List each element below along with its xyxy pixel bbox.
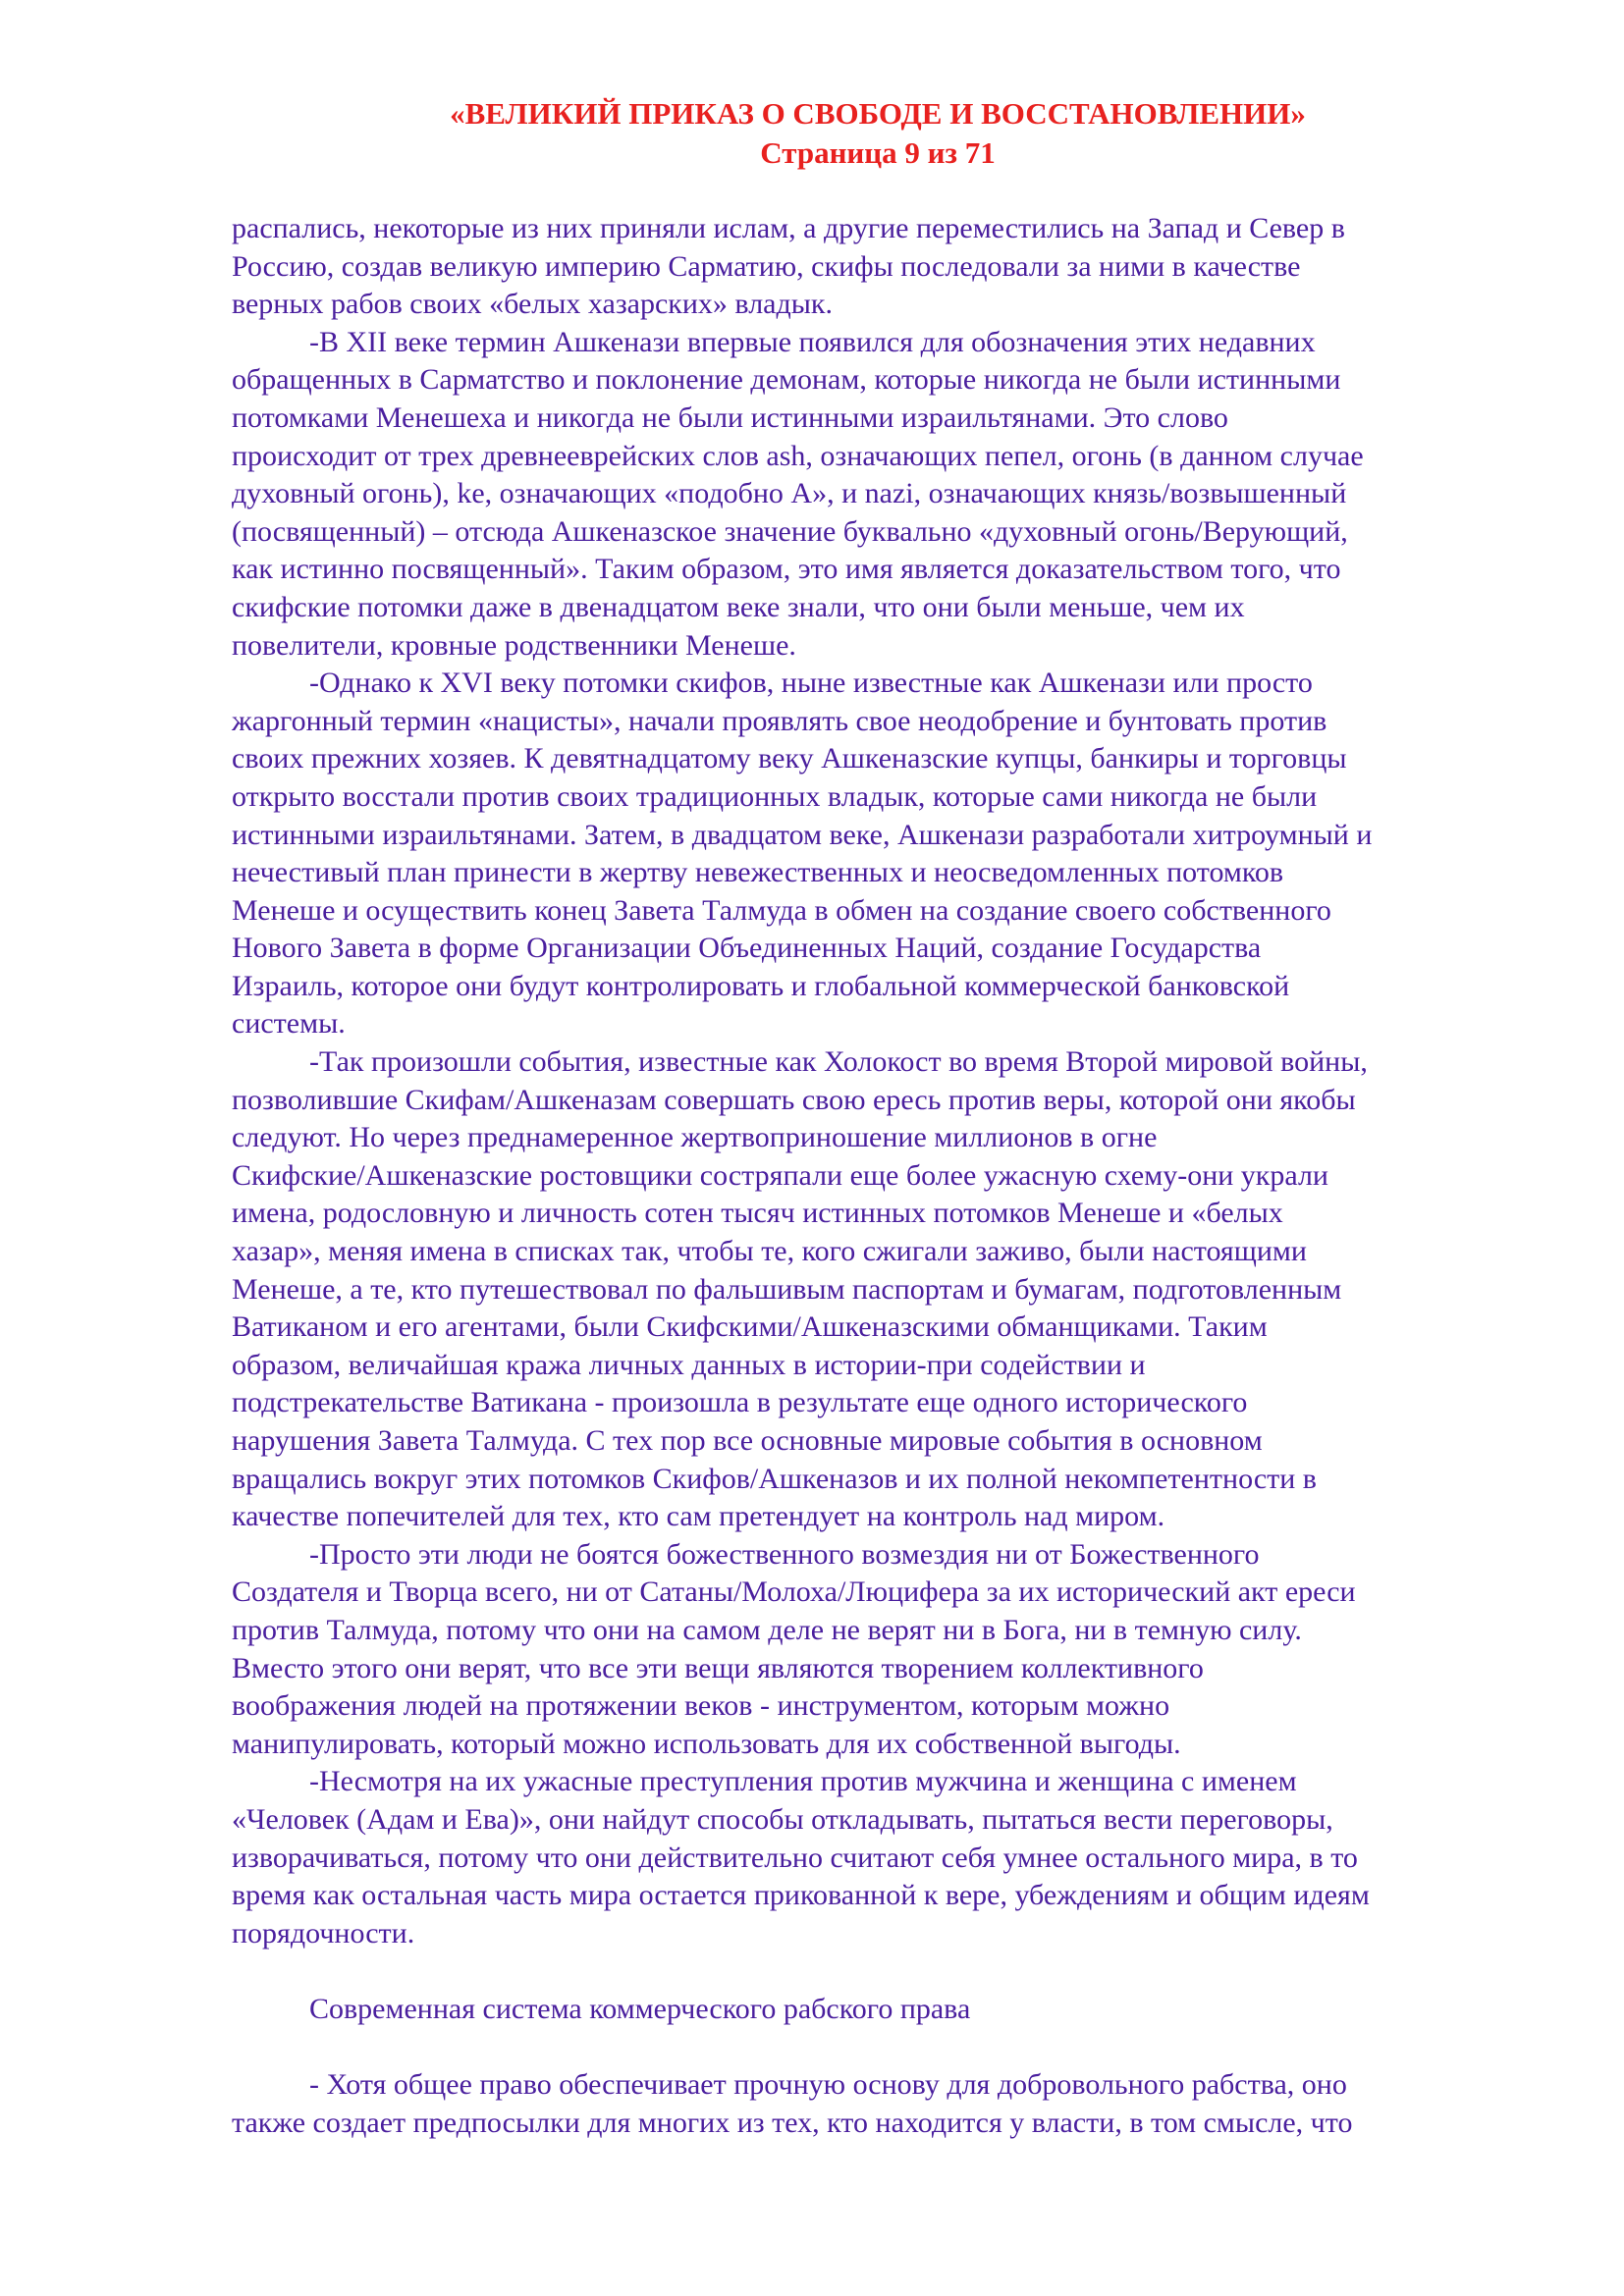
- text-line: манипулировать, который можно использовать для их собственной выгоды.: [232, 1727, 1181, 1760]
- document-title: «ВЕЛИКИЙ ПРИКАЗ О СВОБОДЕ И ВОССТАНОВЛЕНИИ»: [450, 96, 1306, 131]
- text-line: Современная система коммерческого рабского права: [309, 1992, 971, 2025]
- text-line: образом, величайшая кража личных данных в истории-при содействии и: [232, 1348, 1146, 1381]
- text-line: истинными израильтянами. Затем, в двадцатом веке, Ашкенази разработали хитроумный и: [232, 818, 1373, 851]
- text-line: подстрекательстве Ватикана - произошла в результате еще одного исторического: [232, 1386, 1248, 1419]
- text-line: имена, родословную и личность сотен тысяч истинных потомков Менеше и «белых: [232, 1197, 1283, 1230]
- text-line: духовный огонь), ke, означающих «подобно А», и nazi, означающих князь/возвышенный: [232, 477, 1347, 510]
- text-line: изворачиваться, потому что они действительно считают себя умнее остального мира, в то: [232, 1841, 1358, 1874]
- text-line: распались, некоторые из них приняли ислам, а другие переместились на Запад и Север в: [232, 212, 1345, 244]
- blank-line: [232, 2029, 1536, 2067]
- text-line: скифские потомки даже в двенадцатом веке знали, что они были меньше, чем их: [232, 590, 1245, 623]
- text-line: - Хотя общее право обеспечивает прочную основу для добровольного рабства, оно: [309, 2068, 1347, 2102]
- paragraph: [232, 665, 1536, 1043]
- text-line: качестве попечителей для тех, кто сам претендует на контроль над миром.: [232, 1500, 1165, 1533]
- paragraph: [232, 1043, 1536, 1536]
- text-line: Израиль, которое они будут контролировать и глобальной коммерческой банковской: [232, 969, 1290, 1002]
- text-line: -Так произошли события, известные как Холокост во время Второй мировой войны,: [309, 1045, 1368, 1079]
- text-line: нечестивый план принести в жертву невежественных и неосведомленных потомков: [232, 856, 1284, 889]
- text-line: открыто восстали против своих традиционных владык, которые сами никогда не были: [232, 779, 1318, 813]
- text-line: потомками Менешеха и никогда не были истинными израильтянами. Это слово: [232, 400, 1228, 434]
- text-line: следуют. Но через преднамеренное жертвоприношение миллионов в огне: [232, 1121, 1158, 1154]
- text-line: Скифские/Ашкеназские ростовщики состряпали еще более ужасную схему-они украли: [232, 1158, 1328, 1192]
- text-line: (посвященный) – отсюда Ашкеназское значение буквально «духовный огонь/Верующий,: [232, 514, 1348, 548]
- text-line: Ватиканом и его агентами, были Скифскими/Ашкеназскими обманщиками. Таким: [232, 1310, 1268, 1344]
- paragraph: [232, 2066, 1536, 2142]
- text-line: Менеше и осуществить конец Завета Талмуда в обмен на создание своего собственного: [232, 893, 1331, 927]
- text-line: как истинно посвященный». Таким образом, это имя является доказательством того, что: [232, 553, 1341, 586]
- text-line: жаргонный термин «нацисты», начали проявлять свое неодобрение и бунтовать против: [232, 704, 1327, 737]
- paragraph: [232, 324, 1536, 665]
- section-heading: [232, 1991, 1536, 2029]
- paragraph: [232, 210, 1536, 324]
- text-line: -Просто эти люди не боятся божественного возмездия ни от Божественного: [309, 1537, 1260, 1571]
- text-line: позволившие Скифам/Ашкеназам совершать свою ересь против веры, которой они якобы: [232, 1083, 1356, 1116]
- text-line: Менеше, а те, кто путешествовал по фальшивым паспортам и бумагам, подготовленным: [232, 1272, 1342, 1306]
- text-line: происходит от трех древнееврейских слов ash, означающих пепел, огонь (в данном случае: [232, 439, 1364, 472]
- text-line: против Талмуда, потому что они на самом деле не верят ни в Бога, ни в темную силу.: [232, 1613, 1302, 1646]
- text-line: -В XII веке термин Ашкенази впервые появился для обозначения этих недавних: [309, 325, 1316, 358]
- text-line: системы.: [232, 1007, 346, 1041]
- page-number-label: Страница 9 из 71: [760, 135, 996, 170]
- text-line: -Несмотря на их ужасные преступления против мужчина и женщина с именем: [309, 1765, 1297, 1798]
- text-line: верных рабов своих «белых хазарских» владык.: [232, 288, 833, 321]
- text-line: Россию, создав великую империю Сарматию, скифы последовали за ними в качестве: [232, 249, 1301, 283]
- text-line: вращались вокруг этих потомков Скифов/Ашкеназов и их полной некомпетентности в: [232, 1462, 1317, 1495]
- text-line: обращенных в Сарматство и поклонение демонам, которые никогда не были истинными: [232, 363, 1341, 397]
- text-line: порядочности.: [232, 1916, 415, 1949]
- text-line: Создателя и Творца всего, ни от Сатаны/Молоха/Люцифера за их исторический акт ереси: [232, 1575, 1356, 1609]
- paragraph: [232, 1536, 1536, 1764]
- text-line: Нового Завета в форме Организации Объединенных Наций, создание Государства: [232, 932, 1262, 965]
- page-header: [232, 94, 1524, 173]
- text-line: нарушения Завета Талмуда. С тех пор все основные мировые события в основном: [232, 1424, 1263, 1457]
- text-line: своих прежних хозяев. К девятнадцатому веку Ашкеназские купцы, банкиры и торговцы: [232, 742, 1347, 775]
- blank-line: [232, 1952, 1536, 1991]
- text-line: повелители, кровные родственники Менеше.: [232, 628, 796, 662]
- text-line: время как остальная часть мира остается прикованной к вере, убеждениям и общим идеям: [232, 1879, 1370, 1912]
- text-line: также создает предпосылки для многих из тех, кто находится у власти, в том смысле, что: [232, 2106, 1353, 2139]
- text-line: воображения людей на протяжении веков - инструментом, которым можно: [232, 1689, 1170, 1723]
- text-line: Вместо этого они верят, что все эти вещи являются творением коллективного: [232, 1651, 1204, 1684]
- text-line: хазар», меняя имена в списках так, чтобы те, кого сжигали заживо, были настоящими: [232, 1235, 1307, 1268]
- text-line: -Однако к XVI веку потомки скифов, ныне известные как Ашкенази или просто: [309, 667, 1313, 700]
- text-line: «Человек (Адам и Ева)», они найдут способы откладывать, пытаться вести переговоры,: [232, 1802, 1333, 1836]
- body-text: [232, 210, 1536, 2142]
- paragraph: [232, 1763, 1536, 1952]
